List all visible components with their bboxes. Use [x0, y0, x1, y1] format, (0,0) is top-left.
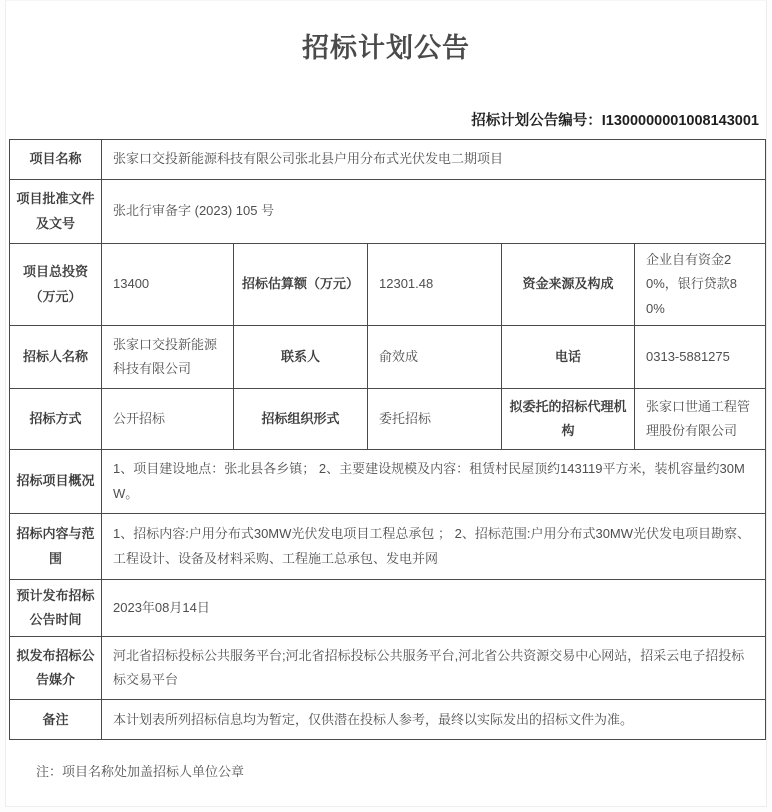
row-label-cell: 拟发布招标公告媒介 [10, 637, 102, 700]
table-row [10, 389, 766, 450]
row-label-cell: 预计发布招标公告时间 [10, 580, 102, 637]
notice-number [6, 109, 766, 130]
row-value-cell: 1、项目建设地点：张北县各乡镇； 2、主要建设规模及内容：租赁村民屋顶约143119平方米，装机容量约30MW。 [102, 450, 766, 514]
row-value-cell: 0313-5881275 [635, 326, 766, 389]
row-value-cell: 委托招标 [368, 389, 502, 450]
table-row [10, 580, 766, 637]
table-row [10, 244, 766, 326]
row-label-cell: 项目名称 [10, 140, 102, 180]
notice-number-label: 招标计划公告编号： [471, 113, 602, 129]
row-label-cell: 电话 [502, 326, 635, 389]
footer-note: 注：项目名称处加盖招标人单位公章 [36, 764, 245, 780]
row-value-cell: 张家口世通工程管理股份有限公司 [635, 389, 766, 450]
document-page [5, 0, 767, 807]
notice-number-value: I1300000001008143001 [601, 113, 759, 129]
row-value-cell: 张家口交投新能源科技有限公司 [102, 326, 234, 389]
row-label-cell: 备注 [10, 700, 102, 740]
row-label-cell: 拟委托的招标代理机构 [502, 389, 635, 450]
row-label-cell: 联系人 [234, 326, 368, 389]
table-row [10, 180, 766, 244]
row-value-cell: 公开招标 [102, 389, 234, 450]
table-row [10, 700, 766, 740]
table-row [10, 326, 766, 389]
row-label-cell: 招标方式 [10, 389, 102, 450]
tender-plan-table [9, 139, 766, 740]
row-label-cell: 项目批准文件及文号 [10, 180, 102, 244]
row-label-cell: 招标内容与范围 [10, 514, 102, 580]
row-label-cell: 招标估算额（万元） [234, 244, 368, 326]
row-value-cell: 13400 [102, 244, 234, 326]
row-value-cell: 12301.48 [368, 244, 502, 326]
row-value-cell: 2023年08月14日 [102, 580, 766, 637]
table-row [10, 514, 766, 580]
row-value-cell: 本计划表所列招标信息均为暂定，仅供潜在投标人参考，最终以实际发出的招标文件为准。 [102, 700, 766, 740]
row-label-cell: 招标人名称 [10, 326, 102, 389]
row-label-cell: 项目总投资（万元） [10, 244, 102, 326]
row-value-cell: 1、招标内容:户用分布式30MW光伏发电项目工程总承包 ； 2、招标范围:户用分布式30MW光伏发电项目勘察、工程设计、设备及材料采购、工程施工总承包、发电并网 [102, 514, 766, 580]
page-title: 招标计划公告 [302, 33, 470, 63]
row-value-cell: 张家口交投新能源科技有限公司张北县户用分布式光伏发电二期项目 [102, 140, 766, 180]
row-label-cell: 资金来源及构成 [502, 244, 635, 326]
table-row [10, 450, 766, 514]
row-value-cell: 张北行审备字 (2023) 105 号 [102, 180, 766, 244]
row-value-cell: 企业自有资金20%，银行贷款80% [635, 244, 766, 326]
row-label-cell: 招标组织形式 [234, 389, 368, 450]
table-row [10, 140, 766, 180]
row-value-cell: 河北省招标投标公共服务平台;河北省招标投标公共服务平台,河北省公共资源交易中心网站，招采云电子招投标标交易平台 [102, 637, 766, 700]
row-label-cell: 招标项目概况 [10, 450, 102, 514]
table-row [10, 637, 766, 700]
row-value-cell: 俞效成 [368, 326, 502, 389]
